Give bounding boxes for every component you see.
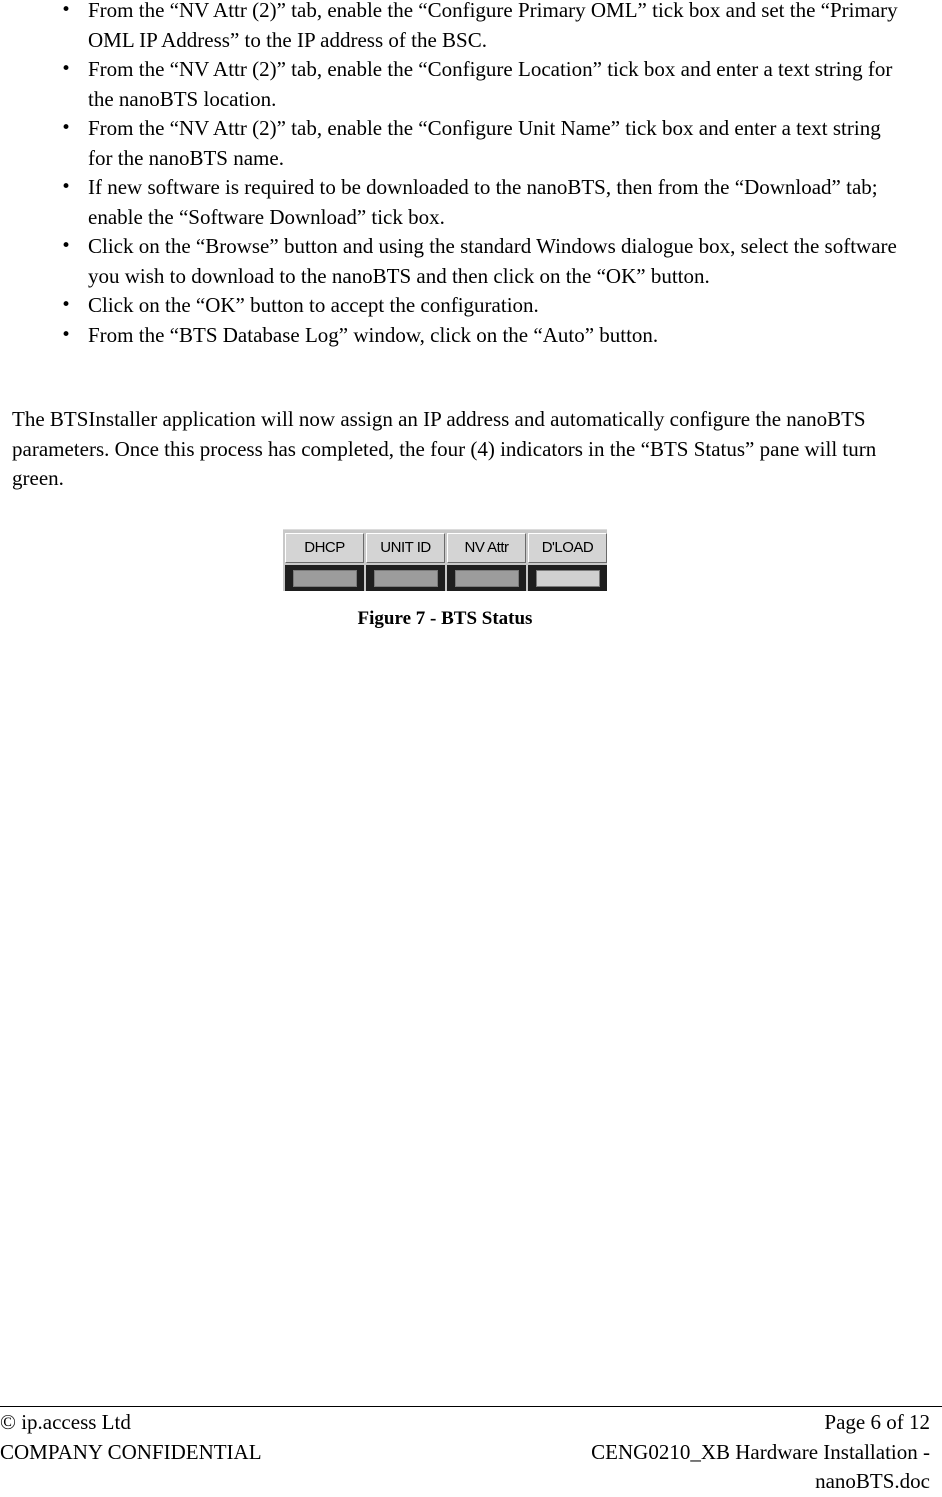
list-item [0,232,900,291]
bullet-icon: • [61,236,72,256]
list-item-text: From the “NV Attr (2)” tab, enable the “Configure Primary OML” tick box and set the “Primary OML IP Address” to the IP address of the BSC. [88,0,898,52]
bullet-icon: • [61,324,72,345]
bts-status-panel [283,529,607,591]
dhcp-button[interactable]: DHCP [285,533,364,563]
figure-caption: Figure 7 - BTS Status [357,608,533,629]
list-item-text: Click on the “Browse” button and using the standard Windows dialogue box, select the software you wish to download to the nanoBTS and then click on the “OK” button. [88,234,897,288]
footer-divider [0,1406,942,1407]
footer-page-number: Page 6 of 12 [824,1410,930,1434]
bullet-icon: • [61,295,72,315]
footer-left [0,1408,262,1467]
list-item-text: If new software is required to be downloaded to the nanoBTS, then from the “Download” tab; enable the “Software Download” tick box. [88,175,878,229]
unit-id-button[interactable]: UNIT ID [366,533,445,563]
nv-attr-button[interactable]: NV Attr [447,533,526,563]
bullet-icon: • [61,177,72,197]
bullet-icon: • [61,0,72,20]
download-indicator [536,570,600,587]
footer-document-title: CENG0210_XB Hardware Installation - [591,1439,930,1464]
list-item [0,321,900,351]
download-button[interactable]: D'LOAD [528,533,607,563]
list-item [0,55,900,114]
body-paragraph: The BTSInstaller application will now assign an IP address and automatically configure the nanoBTS parameters. Once this process has completed, the four (4) indicators in the “BTS Status” pane will turn green. [12,407,877,490]
footer-right [591,1408,930,1497]
list-item-text: From the “NV Attr (2)” tab, enable the “Configure Unit Name” tick box and enter a text string for the nanoBTS name. [88,116,881,170]
download-indicator-frame [528,565,607,591]
bullet-icon: • [61,59,72,79]
list-item [0,0,900,55]
footer-confidential: COMPANY CONFIDENTIAL [0,1439,262,1464]
bts-status-cell-unit-id [366,530,445,591]
dhcp-indicator [293,570,357,587]
bts-status-cell-download [528,530,607,591]
bts-status-cell-dhcp [285,530,364,591]
list-item-text: From the “NV Attr (2)” tab, enable the “Configure Location” tick box and enter a text string for the nanoBTS location. [88,57,893,111]
instruction-list [0,0,900,350]
nv-attr-indicator-frame [447,565,526,591]
list-item-text: From the “BTS Database Log” window, click on the “Auto” button. [88,322,659,347]
footer-document-filename: nanoBTS.doc [815,1469,930,1493]
list-item-text: Click on the “OK” button to accept the configuration. [88,293,539,317]
footer-copyright: © ip.access Ltd [0,1410,131,1434]
list-item [0,114,900,173]
bullet-icon: • [61,118,72,138]
dhcp-indicator-frame [285,565,364,591]
list-item [0,173,900,232]
unit-id-indicator [374,570,438,587]
bts-status-cell-nv-attr [447,530,526,591]
list-item [0,291,900,321]
unit-id-indicator-frame [366,565,445,591]
nv-attr-indicator [455,570,519,587]
